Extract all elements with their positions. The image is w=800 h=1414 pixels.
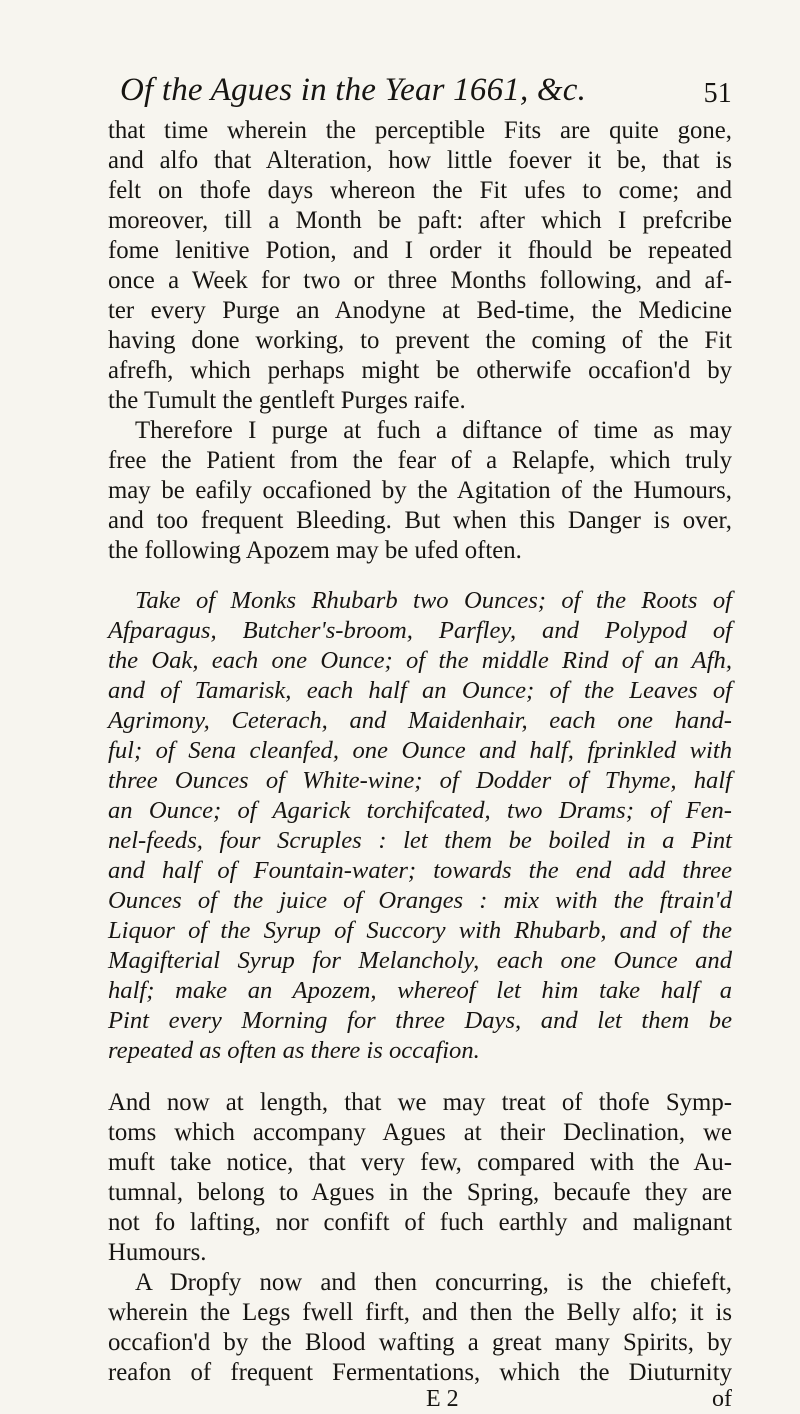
text-line: Therefore I purge at fuch a diftance of time as may [135, 417, 732, 444]
text-line: and alfo that Alteration, how little foever it be, that is [108, 147, 732, 174]
recipe-line: half; make an Apozem, whereof let him take half a [108, 977, 732, 1004]
text-line: A Dropfy now and then concurring, is the chiefeft, [135, 1269, 732, 1296]
text-line: moreover, till a Month be paft: after which I prefcribe [108, 207, 732, 234]
text-line: the Tumult the gentleft Purges raife. [108, 387, 466, 414]
recipe-line: Magifterial Syrup for Melancholy, each one Ounce and [108, 947, 732, 974]
text-line: ter every Purge an Anodyne at Bed-time, the Medicine [108, 297, 732, 324]
text-line: toms which accompany Agues at their Declination, we [108, 1119, 732, 1146]
paragraph-relapse [108, 416, 732, 566]
recipe-line: Ounces of the juice of Oranges : mix with the ftrain'd [108, 887, 732, 914]
recipe-line: and of Tamarisk, each half an Ounce; of the Leaves of [108, 677, 732, 704]
recipe-line: three Ounces of White-wine; of Dodder of Thyme, half [108, 767, 732, 794]
recipe-line: Afparagus, Butcher's-broom, Parfley, and Polypod of [108, 617, 732, 644]
text-line: And now at length, that we may treat of thofe Symp- [108, 1089, 732, 1116]
paragraph-dropsy [108, 1268, 732, 1388]
apozem-recipe [108, 586, 732, 1066]
text-line: afrefh, which perhaps might be otherwife occafion'd by [108, 357, 732, 384]
paragraph-gap [108, 1066, 732, 1088]
page-title: Of the Agues in the Year 1661, &c. [120, 72, 587, 108]
paragraph-symptoms [108, 1088, 732, 1268]
recipe-line: Liquor of the Syrup of Succory with Rhubarb, and of the [108, 917, 732, 944]
text-line: fome lenitive Potion, and I order it fhould be repeated [108, 237, 732, 264]
text-line: the following Apozem may be ufed often. [108, 537, 522, 564]
recipe-line: ful; of Sena cleanfed, one Ounce and half, fprinkled with [108, 737, 732, 764]
text-line: muft take notice, that very few, compared with the Au- [108, 1149, 732, 1176]
signature-mark: E 2 [426, 1386, 459, 1412]
page-number: 51 [703, 78, 732, 109]
page-footer [108, 1384, 732, 1414]
text-line: Humours. [108, 1239, 207, 1266]
catchword: of [712, 1386, 732, 1412]
running-head [108, 58, 732, 116]
recipe-line: Agrimony, Ceterach, and Maidenhair, each one hand- [108, 707, 732, 734]
recipe-line: and half of Fountain-water; towards the end add three [108, 857, 732, 884]
text-line: free the Patient from the fear of a Relapfe, which truly [108, 447, 732, 474]
recipe-line: an Ounce; of Agarick torchifcated, two Drams; of Fen- [108, 797, 732, 824]
text-line: tumnal, belong to Agues in the Spring, becaufe they are [108, 1179, 732, 1206]
text-line: felt on thofe days whereon the Fit ufes to come; and [108, 177, 732, 204]
recipe-line: the Oak, each one Ounce; of the middle Rind of an Afh, [108, 647, 732, 674]
text-line: occafion'd by the Blood wafting a great many Spirits, by [108, 1329, 732, 1356]
text-line: that time wherein the perceptible Fits are quite gone, [108, 117, 732, 144]
text-line: and too frequent Bleeding. But when this Danger is over, [108, 507, 732, 534]
recipe-line: repeated as often as there is occafion. [108, 1037, 480, 1064]
text-line: reafon of frequent Fermentations, which the Diuturnity [108, 1359, 732, 1386]
text-line: having done working, to prevent the coming of the Fit [108, 327, 732, 354]
recipe-line: Take of Monks Rhubarb two Ounces; of the Roots of [135, 587, 732, 614]
text-line: wherein the Legs fwell firft, and then the Belly alfo; it is [108, 1299, 732, 1326]
text-line: not fo lafting, nor confift of fuch earthly and malignant [108, 1209, 732, 1236]
recipe-line: Pint every Morning for three Days, and let them be [108, 1007, 732, 1034]
text-line: may be eafily occafioned by the Agitation of the Humours, [108, 477, 732, 504]
paragraph-continuation [108, 116, 732, 416]
text-line: once a Week for two or three Months following, and af- [108, 267, 732, 294]
recipe-line: nel-feeds, four Scruples : let them be boiled in a Pint [108, 827, 732, 854]
